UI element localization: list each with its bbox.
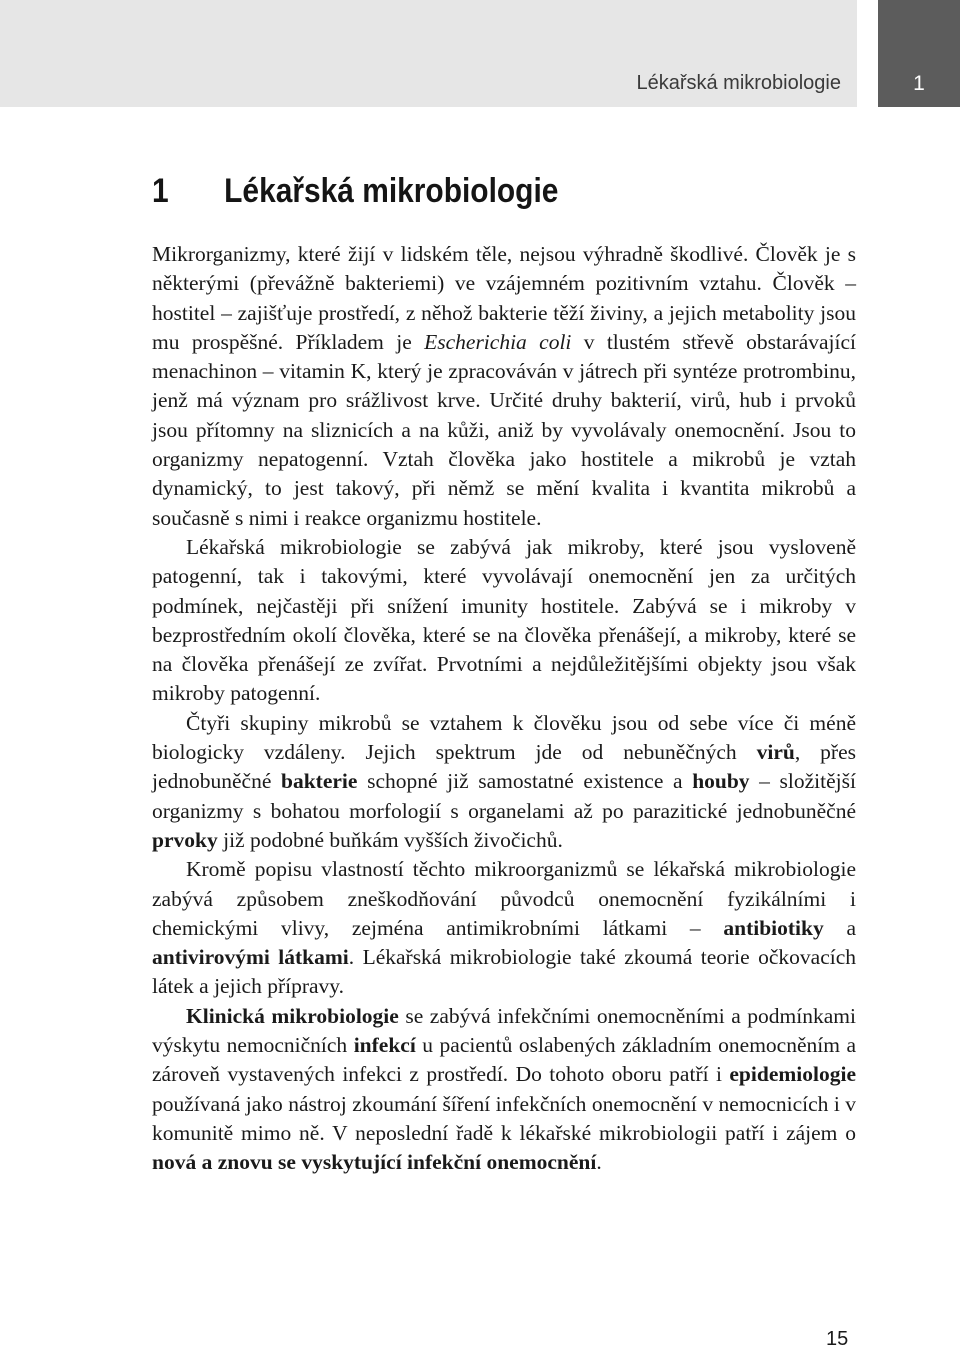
text-run: používaná jako nástroj zkoumání šíření infekčních onemocnění v nemocnicích i v komunitě mimo ně. V neposlední řadě k lékařské mikrobiologii patří i zájem o: [152, 1091, 856, 1145]
chapter-heading: [152, 172, 558, 211]
text-run: Čtyři skupiny mikrobů se vztahem k člověku jsou od sebe více či méně biologicky vzdáleny. Jejich spektrum jde od nebuněčných: [152, 710, 856, 765]
body-text: [152, 240, 856, 1178]
text-run: – složitější organizmy s bohatou morfologií s organelami až po parazitické jednobuněčné: [152, 769, 856, 823]
bold-term: virů: [756, 740, 795, 765]
paragraph-5: [152, 1002, 856, 1178]
paragraph-4: [152, 855, 856, 1001]
text-run: .: [596, 1150, 602, 1175]
running-header: [0, 0, 857, 107]
paragraph-3: [152, 709, 856, 855]
page-number: 15: [826, 1328, 849, 1350]
text-run: Lékařská mikrobiologie se zabývá jak mikroby, které jsou vysloveně patogenní, tak i takovými, které vyvolávají onemocnění jen za určitých podmínek, nejčastěji při snížení imunity hostitele. Zabývá se i mikroby v bezprostředním okolí člověka, které se na člověka přenášejí, a mikroby, které se na člověka přenášejí ze zvířat. Prvotními a nejdůležitějšími objekty jsou však mikroby patogenní.: [152, 534, 856, 706]
bold-term: epidemiologie: [729, 1062, 856, 1087]
chapter-tab: [878, 0, 960, 107]
text-run: . Lékařská mikrobiologie také zkoumá teorie očkovacích látek a jejich přípravy.: [152, 945, 857, 999]
chapter-tab-number: 1: [913, 72, 925, 95]
bold-term: nová a znovu se vyskytující infekční onemocnění: [152, 1150, 597, 1175]
text-run: se zabývá infekčními onemocněními a podmínkami výskytu nemocničních: [152, 1003, 856, 1058]
bold-term: houby: [692, 769, 750, 794]
text-run: již podobné buňkám vyšších živočichů.: [217, 827, 563, 852]
italic-term: Escherichia coli: [424, 329, 572, 354]
running-header-title: Lékařská mikrobiologie: [636, 72, 841, 94]
text-run: a: [823, 915, 856, 940]
text-run: v tlustém střevě obstarávající menachinon – vitamin K, který je zpracováván v játrech při syntéze protrombinu, jenž má význam pro srážlivost krve. Určité druhy bakterií, virů, hub i prvoků jsou přítomny na sliznicích a na kůži, aniž by vyvolávaly onemocnění. Jsou to organizmy nepatogenní. Vztah člověka jako hostitele a mikrobů je vztah dynamický, to jest takový, při němž se mění kvalita i kvantita mikrobů a současně s nimi i reakce organizmu hostitele.: [152, 329, 857, 530]
text-run: , přes jednobuněčné: [152, 740, 856, 794]
bold-term: prvoky: [152, 827, 218, 852]
paragraph-1: [152, 240, 856, 533]
bold-term: antivirovými látkami: [152, 945, 349, 970]
paragraph-2: [152, 533, 856, 709]
text-run: Kromě popisu vlastností těchto mikroorganizmů se lékařská mikrobiologie zabývá způsobem zneškodňování původců onemocnění fyzikálními i chemickými vlivy, zejména antimikrobními látkami –: [152, 857, 856, 940]
text-run: schopné již samostatné existence a: [357, 769, 693, 794]
chapter-title: Lékařská mikrobiologie: [224, 172, 559, 210]
text-run: Mikrorganizmy, které žijí v lidském těle, nejsou výhradně škodlivé. Člověk je s některými (převážně bakteriemi) ve vzájemném pozitivním vztahu. Člověk – hostitel – zajišťuje prostředí, z něhož bakterie těží živiny, a jejich metabolity jsou mu prospěšné. Příkladem je: [152, 242, 856, 354]
bold-term: bakterie: [281, 769, 358, 794]
chapter-number: 1: [152, 172, 169, 210]
bold-term: antibiotiky: [723, 915, 824, 940]
bold-term: Klinická mikrobiologie: [186, 1003, 399, 1028]
text-run: u pacientů oslabených základním onemocněním a zároveň vystavených infekci z prostředí. Do tohoto oboru patří i: [152, 1033, 856, 1087]
bold-term: infekcí: [353, 1033, 416, 1058]
